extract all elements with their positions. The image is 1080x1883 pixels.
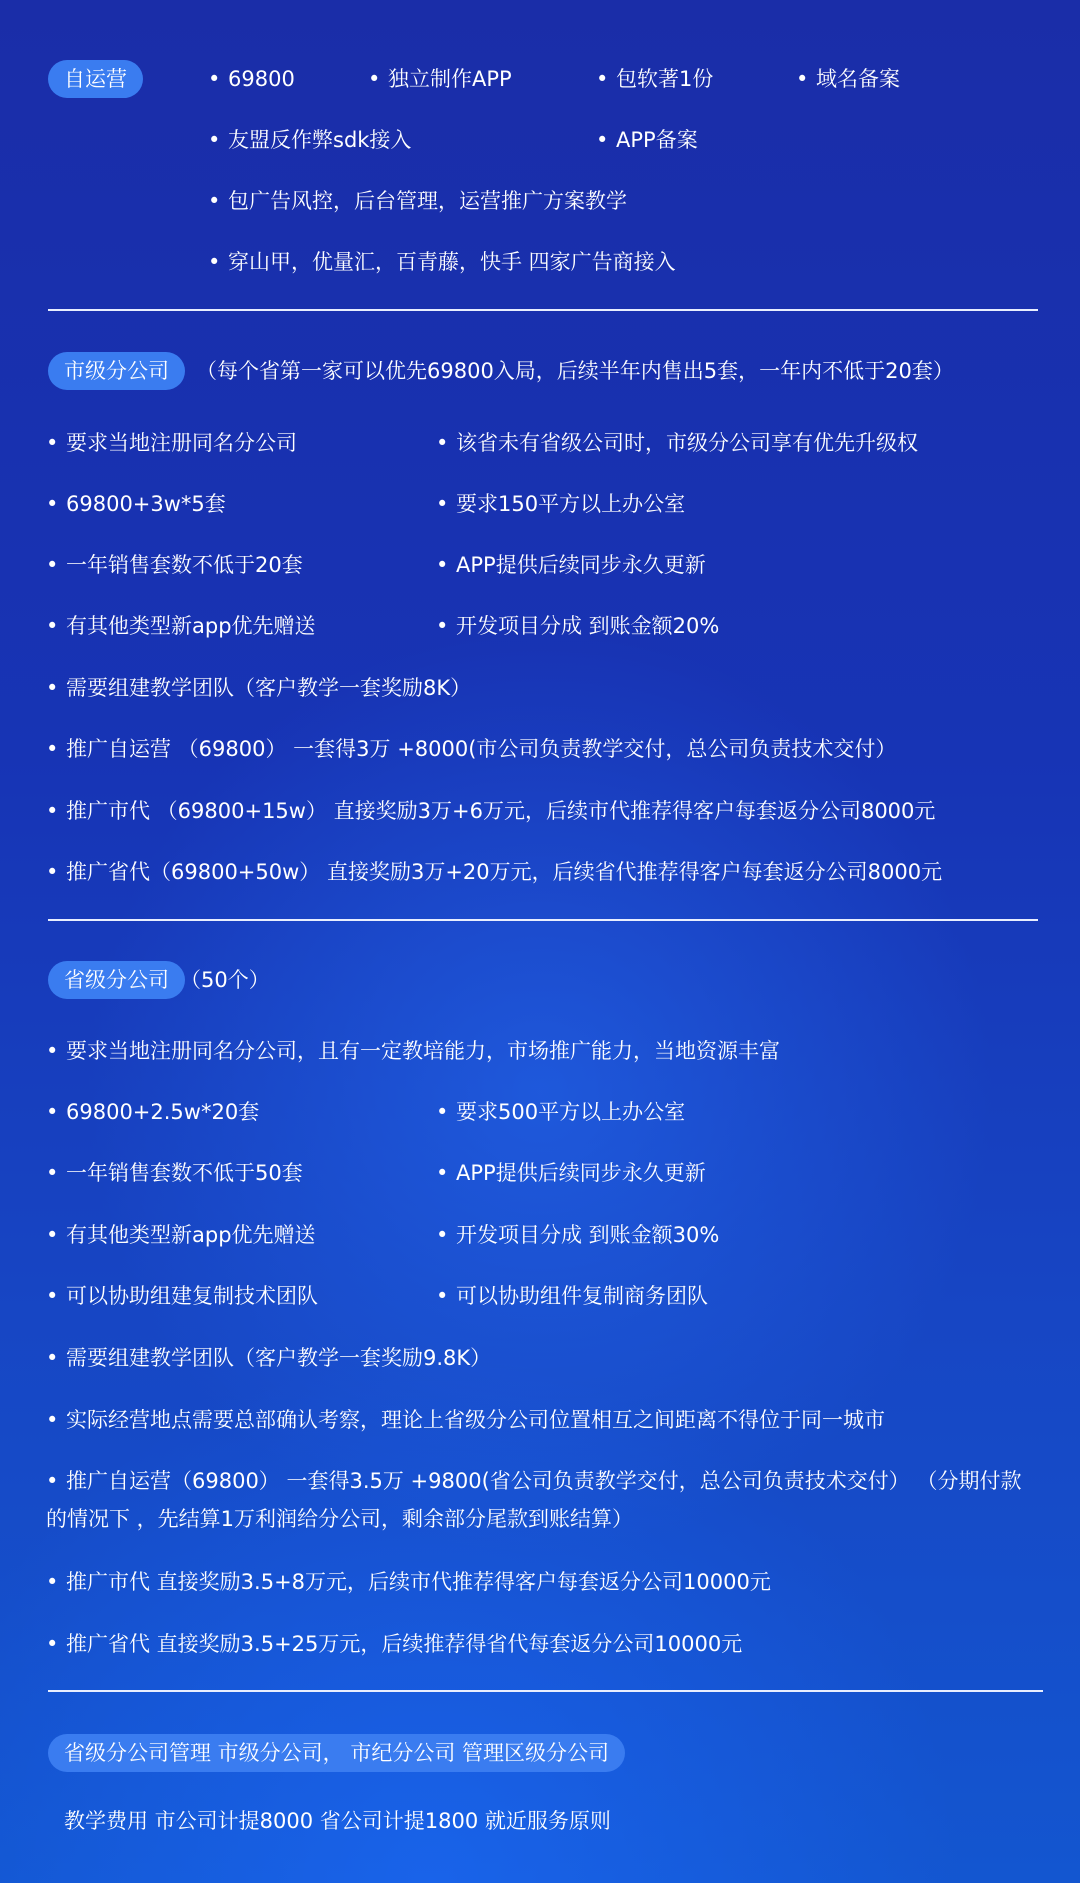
list-item: • 69800+2.5w*20套 bbox=[46, 1097, 259, 1127]
section-label-self-operation: 自运营 bbox=[48, 60, 143, 98]
list-item: • 要求500平方以上办公室 bbox=[436, 1097, 685, 1127]
list-item: • 一年销售套数不低于20套 bbox=[46, 550, 303, 580]
list-item: • 要求150平方以上办公室 bbox=[436, 489, 685, 519]
bullet-icon: • bbox=[46, 553, 59, 577]
bullet-icon: • bbox=[46, 860, 59, 884]
bullet-icon: • bbox=[46, 614, 59, 638]
bullet-icon: • bbox=[208, 67, 221, 91]
list-item: • 可以协助组建复制技术团队 bbox=[46, 1281, 318, 1311]
bullet-icon: • bbox=[46, 1039, 59, 1063]
bullet-icon: • bbox=[208, 128, 221, 152]
bullet-icon: • bbox=[436, 1284, 449, 1308]
list-item: • APP提供后续同步永久更新 bbox=[436, 550, 706, 580]
list-item: • 包广告风控，后台管理，运营推广方案教学 bbox=[208, 186, 627, 216]
list-item: • 推广自运营 （69800） 一套得3万 +8000(市公司负责教学交付，总公司负责技术交付） bbox=[46, 734, 896, 764]
list-item: • 一年销售套数不低于50套 bbox=[46, 1158, 303, 1188]
list-item: • 推广省代（69800+50w） 直接奖励3万+20万元，后续省代推荐得客户每套返分公司8000元 bbox=[46, 857, 942, 887]
list-item: • APP备案 bbox=[596, 125, 698, 155]
bullet-icon: • bbox=[46, 737, 59, 761]
bullet-icon: • bbox=[46, 1408, 59, 1432]
section-divider bbox=[48, 309, 1038, 311]
bullet-icon: • bbox=[46, 799, 59, 823]
section-label-management: 省级分公司管理 市级分公司， 市纪分公司 管理区级分公司 bbox=[48, 1734, 625, 1772]
bullet-icon: • bbox=[436, 431, 449, 455]
list-item: • 要求当地注册同名分公司，且有一定教培能力，市场推广能力，当地资源丰富 bbox=[46, 1036, 780, 1066]
list-item: • 该省未有省级公司时，市级分公司享有优先升级权 bbox=[436, 428, 918, 458]
bullet-icon: • bbox=[596, 67, 609, 91]
list-item: • 推广市代 直接奖励3.5+8万元，后续市代推荐得客户每套返分公司10000元 bbox=[46, 1567, 771, 1597]
list-item: • 开发项目分成 到账金额30% bbox=[436, 1220, 719, 1250]
bullet-icon: • bbox=[46, 431, 59, 455]
bullet-icon: • bbox=[46, 1161, 59, 1185]
bullet-icon: • bbox=[436, 553, 449, 577]
list-item: • 友盟反作弊sdk接入 bbox=[208, 125, 411, 155]
teaching-fee-text: 教学费用 市公司计提8000 省公司计提1800 就近服务原则 bbox=[64, 1809, 611, 1833]
list-item: • 包软著1份 bbox=[596, 64, 713, 94]
bullet-icon: • bbox=[436, 1223, 449, 1247]
section-note-city-branch: （每个省第一家可以优先69800入局，后续半年内售出5套，一年内不低于20套） bbox=[196, 359, 954, 383]
bullet-icon: • bbox=[46, 1632, 59, 1656]
list-item: • 实际经营地点需要总部确认考察，理论上省级分公司位置相互之间距离不得位于同一城市 bbox=[46, 1405, 885, 1435]
list-item: • 有其他类型新app优先赠送 bbox=[46, 611, 316, 641]
bullet-icon: • bbox=[46, 492, 59, 516]
list-item: • 可以协助组件复制商务团队 bbox=[436, 1281, 708, 1311]
list-item: • 域名备案 bbox=[796, 64, 900, 94]
list-item: • 需要组建教学团队（客户教学一套奖励9.8K） bbox=[46, 1343, 491, 1373]
list-item: • 要求当地注册同名分公司 bbox=[46, 428, 297, 458]
section-label-city-branch: 市级分公司 bbox=[48, 352, 185, 390]
bullet-icon: • bbox=[596, 128, 609, 152]
bullet-icon: • bbox=[208, 189, 221, 213]
list-item: • 推广市代 （69800+15w） 直接奖励3万+6万元，后续市代推荐得客户每套返分公司8000元 bbox=[46, 796, 935, 826]
bullet-icon: • bbox=[46, 1570, 59, 1594]
bullet-icon: • bbox=[436, 492, 449, 516]
list-item: • 穿山甲，优量汇，百青藤，快手 四家广告商接入 bbox=[208, 247, 676, 277]
bullet-icon: • bbox=[46, 1346, 59, 1370]
bullet-icon: • bbox=[436, 1161, 449, 1185]
list-item: • 需要组建教学团队（客户教学一套奖励8K） bbox=[46, 673, 471, 703]
list-item: • 有其他类型新app优先赠送 bbox=[46, 1220, 316, 1250]
bullet-icon: • bbox=[46, 676, 59, 700]
list-item: • 开发项目分成 到账金额20% bbox=[436, 611, 719, 641]
section-divider bbox=[48, 1690, 1043, 1692]
bullet-icon: • bbox=[46, 1223, 59, 1247]
list-item: • 69800 bbox=[208, 64, 295, 94]
bullet-icon: • bbox=[46, 1284, 59, 1308]
bullet-icon: • bbox=[436, 1100, 449, 1124]
section-divider bbox=[48, 919, 1038, 921]
bullet-icon: • bbox=[208, 250, 221, 274]
bullet-icon: • bbox=[436, 614, 449, 638]
list-item: • APP提供后续同步永久更新 bbox=[436, 1158, 706, 1188]
bullet-icon: • bbox=[46, 1469, 59, 1493]
section-note-province-branch: （50个） bbox=[180, 968, 270, 992]
bullet-icon: • bbox=[796, 67, 809, 91]
bullet-icon: • bbox=[46, 1100, 59, 1124]
list-item: • 推广自运营（69800） 一套得3.5万 +9800(省公司负责教学交付，总公司负责技术交付） （分期付款的情况下 ，先结算1万利润给分公司，剩余部分尾款到账结算） bbox=[46, 1462, 1026, 1538]
section-label-province-branch: 省级分公司 bbox=[48, 961, 185, 999]
list-item: • 69800+3w*5套 bbox=[46, 489, 226, 519]
list-item: • 推广省代 直接奖励3.5+25万元，后续推荐得省代每套返分公司10000元 bbox=[46, 1629, 742, 1659]
bullet-icon: • bbox=[368, 67, 381, 91]
list-item: • 独立制作APP bbox=[368, 64, 512, 94]
